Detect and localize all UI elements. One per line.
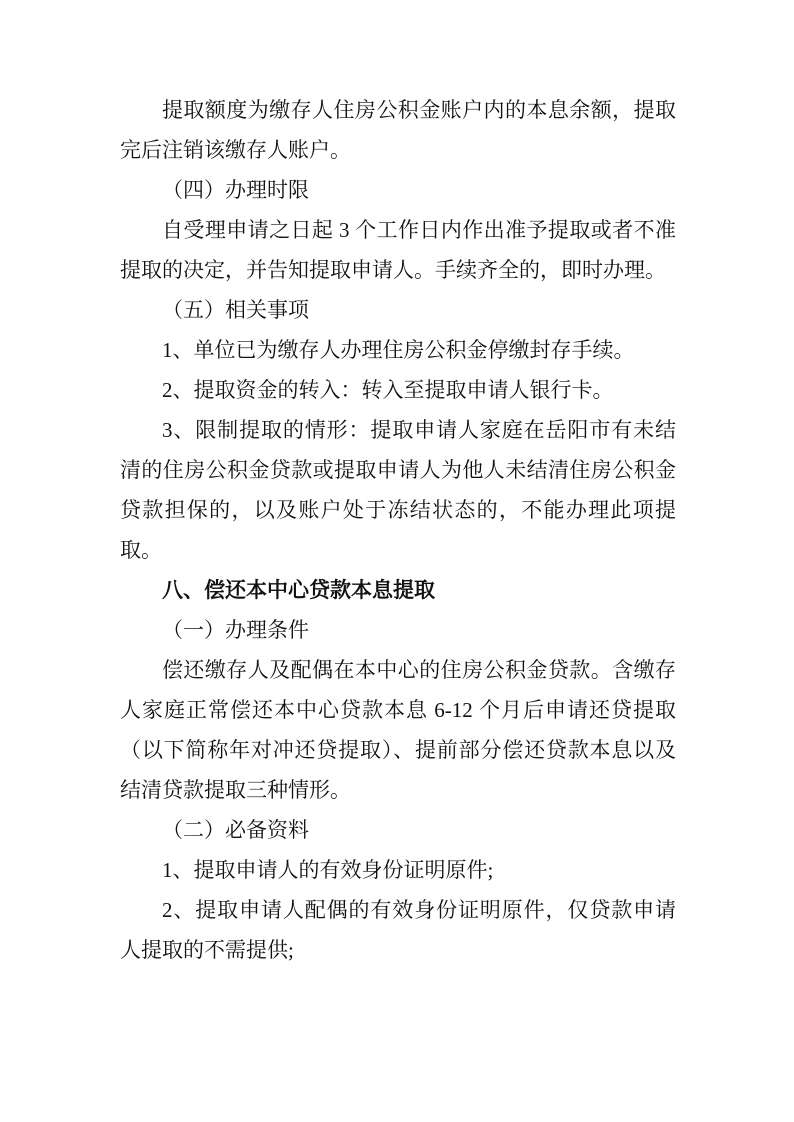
para-loan-repayment-conditions: 偿还缴存人及配偶在本中心的住房公积金贷款。含缴存人家庭正常偿还本中心贷款本息 6-12 个月后申请还贷提取（以下简称年对冲还贷提取）、提前部分偿还贷款本息以及结清贷款提取三种情形。: [120, 658, 676, 802]
section-1-title-conditions: （一）办理条件: [162, 618, 309, 642]
item-3-withdrawal-restrictions: 3、限制提取的情形：提取申请人家庭在岳阳市有未结清的住房公积金贷款或提取申请人为他人未结清住房公积金贷款担保的，以及账户处于冻结状态的，不能办理此项提取。: [120, 418, 676, 562]
document-body: [120, 90, 676, 970]
item-1-unit-sealed-procedure: 1、单位已为缴存人办理住房公积金停缴封存手续。: [162, 338, 635, 362]
chapter-8-heading-loan-repayment-withdrawal: 八、偿还本中心贷款本息提取: [162, 578, 435, 602]
item-2-fund-transfer: 2、提取资金的转入：转入至提取申请人银行卡。: [162, 378, 614, 402]
section-2-title-required-materials: （二）必备资料: [162, 818, 309, 842]
item-2-spouse-id-original: 2、提取申请人配偶的有效身份证明原件，仅贷款申请人提取的不需提供;: [120, 898, 676, 962]
section-5-title-related-matters: （五）相关事项: [162, 298, 309, 322]
section-4-title-processing-time: （四）办理时限: [162, 178, 309, 202]
item-1-applicant-id-original: 1、提取申请人的有效身份证明原件;: [162, 858, 494, 882]
para-processing-time-detail: 自受理申请之日起 3 个工作日内作出准予提取或者不准提取的决定，并告知提取申请人。手续齐全的，即时办理。: [120, 218, 676, 282]
para-withdrawal-amount: 提取额度为缴存人住房公积金账户内的本息余额，提取完后注销该缴存人账户。: [120, 98, 676, 162]
